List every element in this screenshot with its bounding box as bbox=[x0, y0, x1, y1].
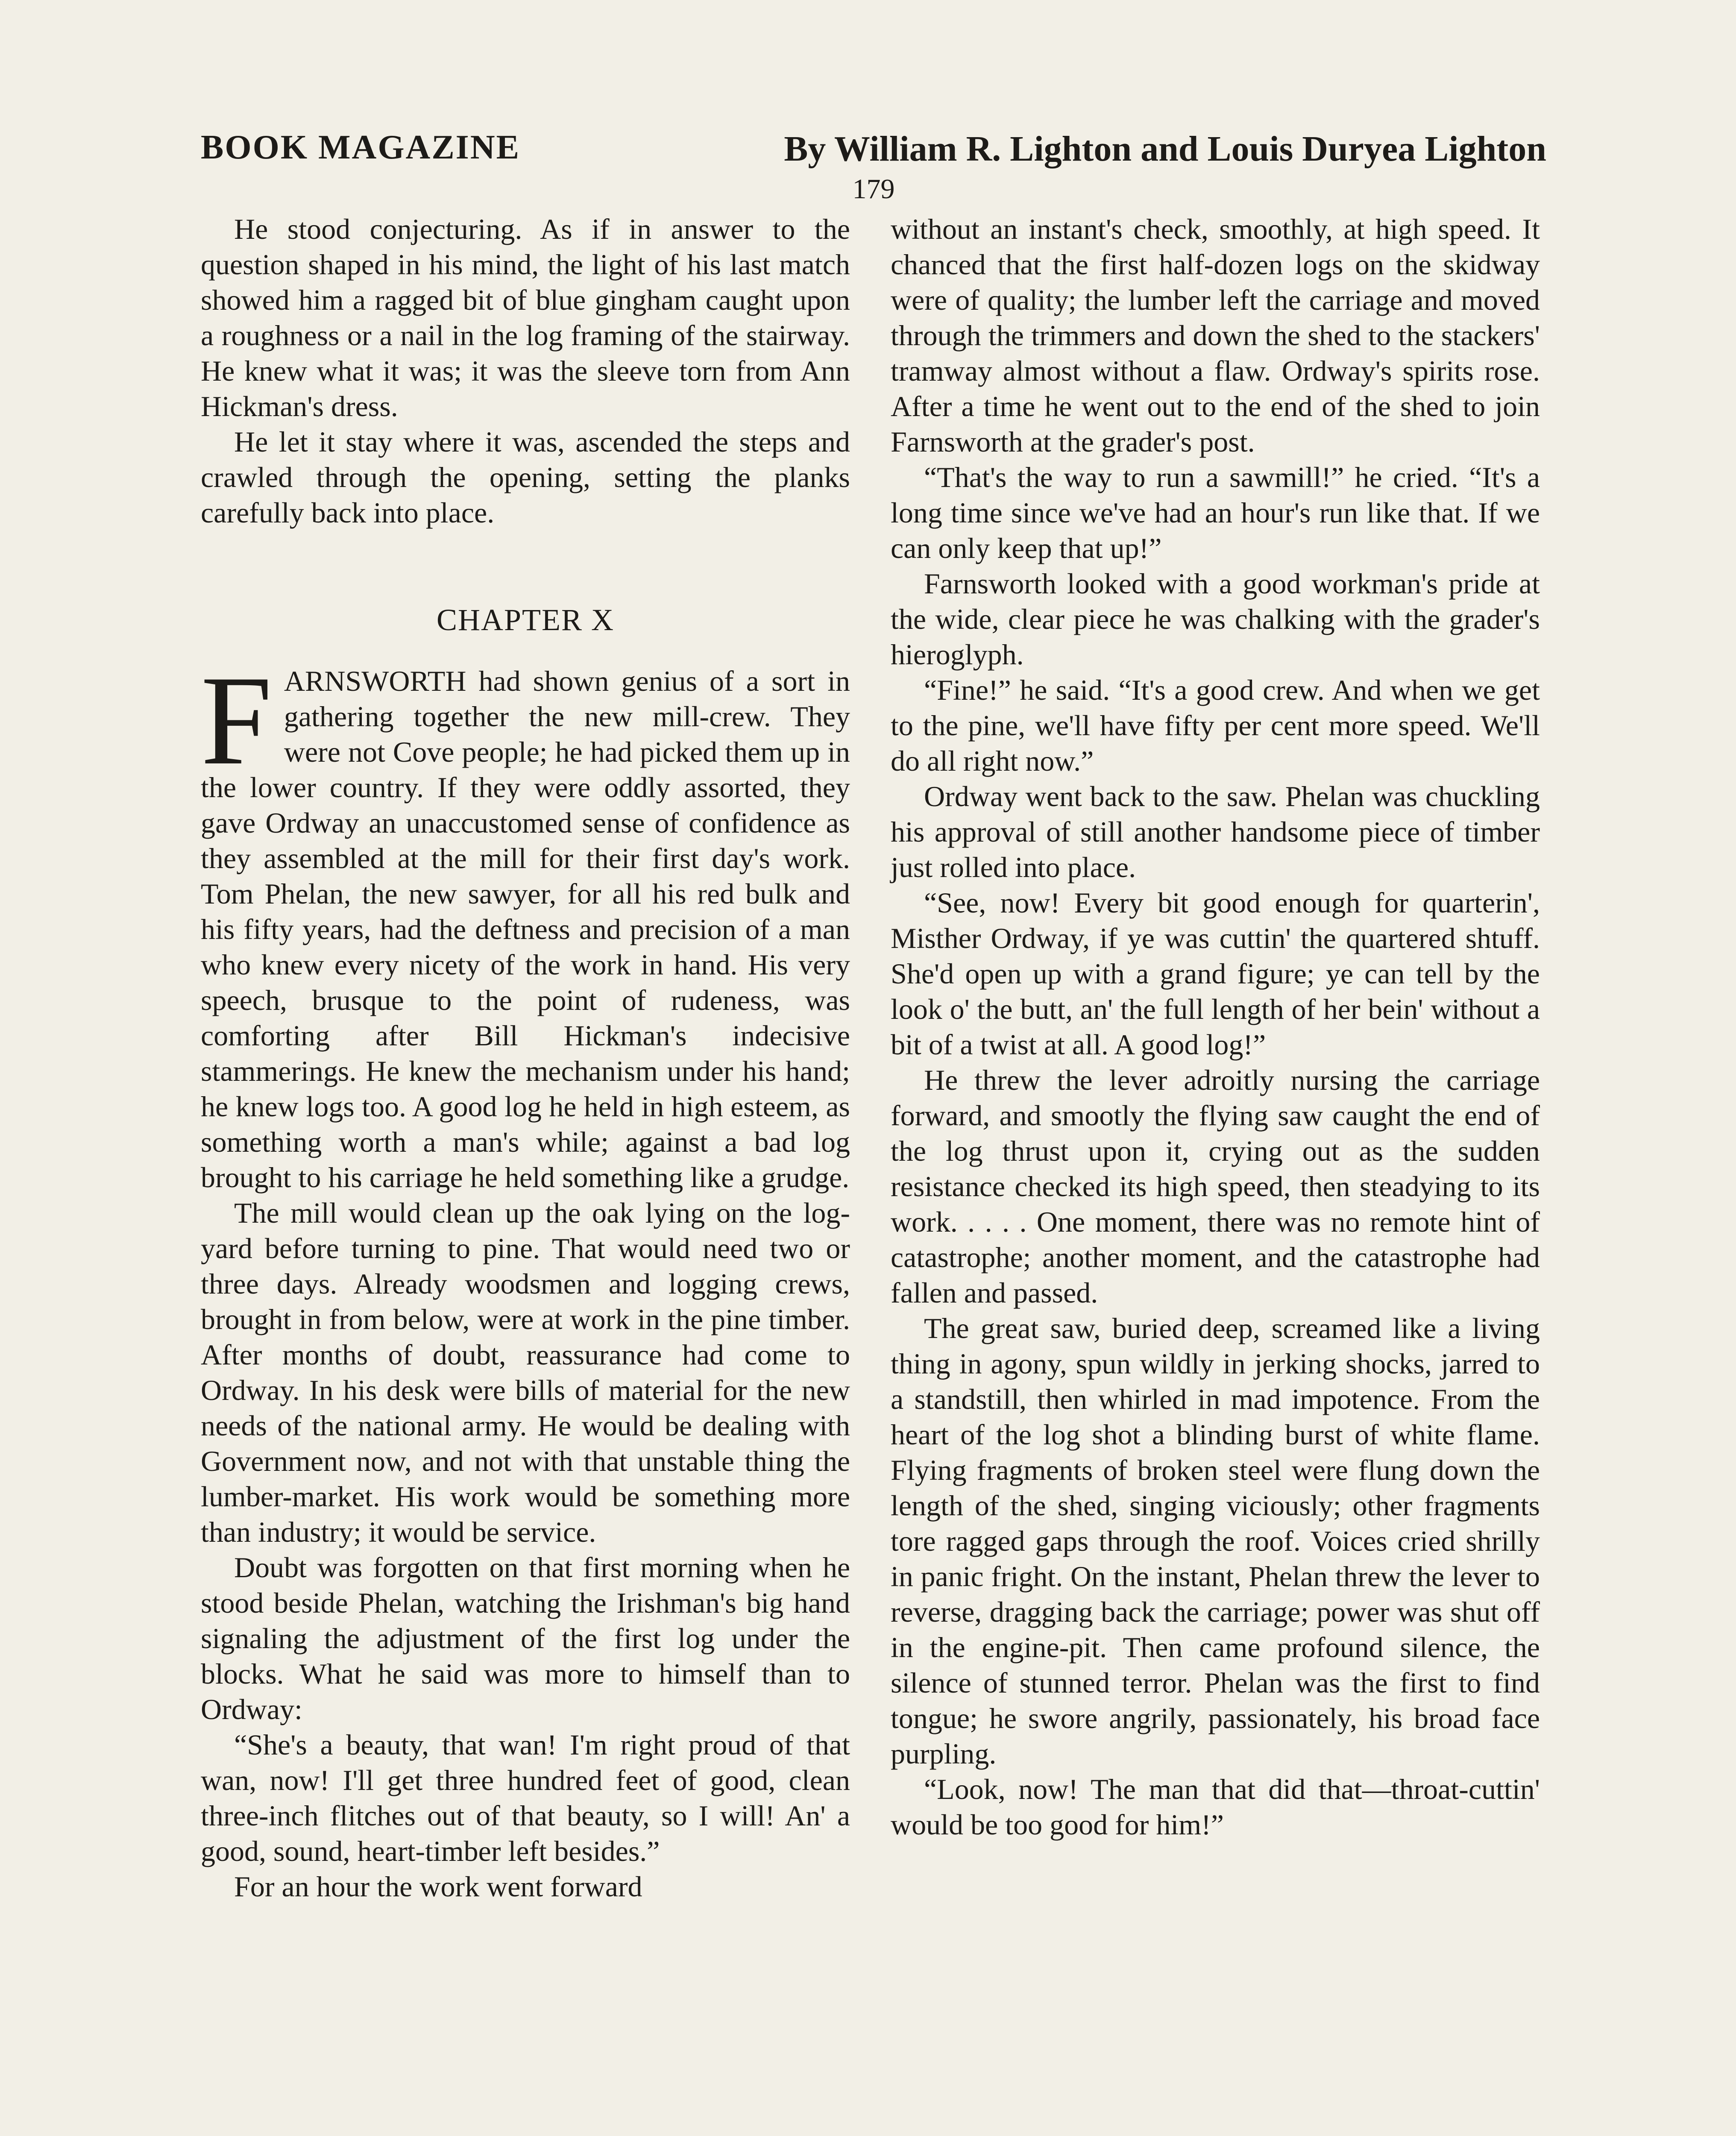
running-header bbox=[201, 124, 1546, 179]
paragraph: He threw the lever adroitly nursing the carriage forward, and smootly the flying saw caught the end of the log thrust upon it, crying out as the sudden resistance checked its high speed, then steadying to its work. . . . . One moment, there was no remote hint of catastrophe; another moment, and the catastrophe had fallen and passed. bbox=[891, 1064, 1540, 1309]
drop-cap: F bbox=[201, 649, 272, 791]
right-column bbox=[891, 211, 1540, 1843]
chapter-opening-paragraph bbox=[201, 649, 850, 1195]
paragraph: He let it stay where it was, ascended the steps and crawled through the opening, setting the planks carefully back into place. bbox=[201, 425, 850, 529]
paragraph: Doubt was forgotten on that first morning when he stood beside Phelan, watching the Irishman's big hand signaling the adjustment of the first log under the blocks. What he said was more to himself than to Ordway: bbox=[201, 1551, 850, 1725]
article-authors: By William R. Lighton and Louis Duryea Lighton bbox=[784, 129, 1546, 169]
page-number: 179 bbox=[852, 173, 895, 205]
chapter-heading: CHAPTER X bbox=[436, 603, 615, 637]
paragraph: “She's a beauty, that wan! I'm right proud of that wan, now! I'll get three hundred feet of good, clean three-inch flitches out of that beauty, so I will! An' a good, sound, heart-timber left besides.” bbox=[201, 1728, 850, 1867]
paragraph: “That's the way to run a sawmill!” he cried. “It's a long time since we've had an hour's run like that. If we can only keep that up!” bbox=[891, 461, 1540, 564]
left-column bbox=[201, 211, 850, 1904]
magazine-title: BOOK MAGAZINE bbox=[201, 129, 520, 166]
paragraph: Ordway went back to the saw. Phelan was chuckling his approval of still another handsome piece of timber just rolled into place. bbox=[891, 780, 1540, 883]
paragraph: “Look, now! The man that did that—throat-cuttin' would be too good for him!” bbox=[891, 1773, 1540, 1841]
paragraph: “Fine!” he said. “It's a good crew. And when we get to the pine, we'll have fifty per cent more speed. We'll do all right now.” bbox=[891, 674, 1540, 777]
paragraph: without an instant's check, smoothly, at high speed. It chanced that the first half-dozen logs on the skidway were of quality; the lumber left the carriage and moved through the trimmers and down the shed to the stackers' tramway almost without a flaw. Ordway's spirits rose. After a time he went out to the end of the shed to join Farnsworth at the grader's post. bbox=[891, 213, 1540, 458]
paragraph-text: ARNSWORTH had shown genius of a sort in gathering together the new mill-crew. They were not Cove people; he had picked them up in the lower country. If they were oddly assorted, they gave Ordway an unaccustomed sense of confidence as they assembled at the mill for their first day's work. Tom Phelan, the new sawyer, for all his red bulk and his fifty years, had the deftness and precision of a man who knew every nicety of the work in hand. His very speech, brusque to the point of rudeness, was comforting after Bill Hickman's indecisive stammerings. He knew the mechanism under his hand; he knew logs too. A good log he held in high esteem, as something worth a man's while; against a bad log brought to his carriage he held something like a grudge. bbox=[201, 665, 850, 1194]
paragraph: Farnsworth looked with a good workman's pride at the wide, clear piece he was chalking with the grader's hieroglyph. bbox=[891, 567, 1540, 671]
paragraph: The great saw, buried deep, screamed like a living thing in agony, spun wildly in jerking shocks, jarred to a standstill, then whirled in mad impotence. From the heart of the log shot a blinding burst of white flame. Flying fragments of broken steel were flung down the length of the shed, singing viciously; other fragments tore ragged gaps through the roof. Voices cried shrilly in panic fright. On the instant, Phelan threw the lever to reverse, dragging back the carriage; power was shut off in the engine-pit. Then came profound silence, the silence of stunned terror. Phelan was the first to find tongue; he swore angrily, passionately, his broad face purpling. bbox=[891, 1312, 1540, 1770]
paragraph: The mill would clean up the oak lying on the log-yard before turning to pine. That would need two or three days. Already woodsmen and logging crews, brought in from below, were at work in the pine timber. After months of doubt, reassurance had come to Ordway. In his desk were bills of material for the new needs of the national army. He would be dealing with Government now, and not with that unstable thing the lumber-market. His work would be something more than industry; it would be service. bbox=[201, 1197, 850, 1548]
paragraph: He stood conjecturing. As if in answer to the question shaped in his mind, the light of his last match showed him a ragged bit of blue gingham caught upon a roughness or a nail in the log framing of the stairway. He knew what it was; it was the sleeve torn from Ann Hickman's dress. bbox=[201, 213, 850, 423]
paragraph: “See, now! Every bit good enough for quarterin', Misther Ordway, if ye was cuttin' the quartered shtuff. She'd open up with a grand figure; ye can tell by the look o' the butt, an' the full length of her bein' without a bit of a twist at all. A good log!” bbox=[891, 886, 1540, 1061]
paragraph: For an hour the work went forward bbox=[234, 1870, 642, 1903]
